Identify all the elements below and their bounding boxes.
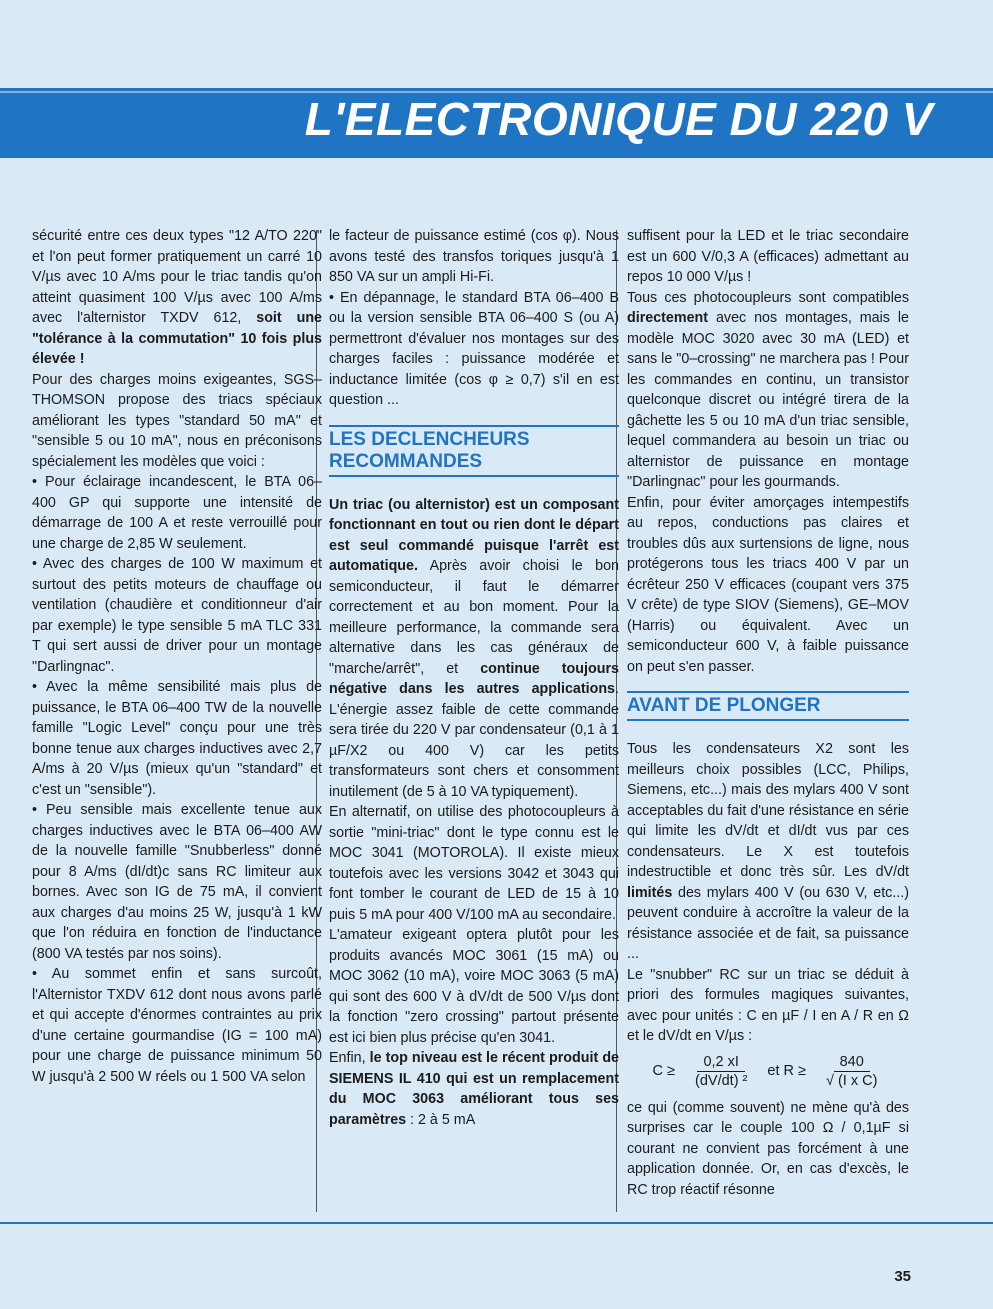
paragraph: L'amateur exigeant optera plutôt pour les produits avancés MOC 3061 (15 mA) ou MOC 3062 (10 mA), voire MOC 3063 (5 mA) qui sont des 600 V à dV/dt de 500 V/µs dont la fonction "zero crossing" partout présente est ici bien plus précise qu'en 3041. — [329, 927, 619, 1046]
page-title: L'ELECTRONIQUE DU 220 V — [304, 93, 933, 145]
paragraph: Un triac (ou alternistor) est un composant fonctionnant en tout ou rien dont le départ est seul commandé puisque l'arrêt est automatique. Après avoir choisi le bon semiconducteur, il faut le démarrer correctement et au bon moment. Pour la meilleure performance, la commande sera alternative dans les cas généraux de "marche/arrêt", et continue toujours négative dans les autres applications. L'énergie assez faible de cette commande sera tirée du 220 V par condensateur (0,1 à 1 µF/X2 ou 400 V) car les petits transformateurs sont chers et consomment inutilement (de 5 à 10 VA typiquement). — [329, 496, 619, 800]
formula-r-fraction — [820, 1053, 883, 1090]
formula-r-lhs: et R ≥ — [767, 1062, 806, 1079]
paragraph: Enfin, le top niveau est le récent produit de SIEMENS IL 410 qui est un remplacement du MOC 3063 améliorant tous ses paramètres : 2 à 5 mA — [329, 1050, 619, 1128]
title-band — [0, 88, 993, 158]
section-heading: LES DECLENCHEURS RECOMMANDES — [329, 425, 619, 477]
paragraph: • Au sommet enfin et sans surcoût, l'Alternistor TXDV 612 dont nous avons parlé et qui accepte d'énormes contraintes au prix d'une certaine gourmandise (IG = 100 mA) pour une charge de puissance minimum 50 W jusqu'à 2 500 W réels ou 1 500 VA selon — [32, 966, 322, 1085]
paragraph: Tous les condensateurs X2 sont les meilleurs choix possibles (LCC, Philips, Siemens, etc...) mais des mylars 400 V sont acceptables du fait d'une résistance en série qui limite les dV/dt et dI/dt vus par ces condensateurs. Le X est toutefois indestructible et donc très sûr. Les dV/dt limités des mylars 400 V (ou 630 V, etc...) peuvent conduire à accroître la valeur de la résistance associée et de fait, sa puissance ... — [627, 741, 909, 962]
paragraph: • Avec des charges de 100 W maximum et surtout des petits moteurs de chauffage ou ventilation (chaudière et conditionneur d'air par exemple) le type sensible 5 mA TLC 331 T qui sert aussi de driver pour un montage "Darlingnac". — [32, 556, 322, 675]
paragraph: suffisent pour la LED et le triac secondaire est un 600 V/0,3 A (efficaces) admettant au repos 10 000 V/µs ! — [627, 228, 909, 285]
formula-r-numerator: 840 — [834, 1053, 870, 1072]
paragraph: • En dépannage, le standard BTA 06–400 B ou la version sensible BTA 06–400 S (ou A) permettront d'évaluer nos montages sur des charges faciles : puissance modérée et inductance limitée (cos φ ≥ 0,7) s'il en est question ... — [329, 289, 619, 408]
paragraph: En alternatif, on utilise des photocoupleurs à sortie "mini-triac" dont le type connu est le MOC 3041 (MOTOROLA). Il existe mieux toutefois avec les versions 3042 et 3043 qui font tomber le courant de LED de 15 à 10 puis 5 mA pour 400 V/100 mA au secondaire. — [329, 804, 619, 923]
paragraph: le facteur de puissance estimé (cos φ). Nous avons testé des transfos toriques jusqu'à 1 850 VA sur un ampli Hi-Fi. — [329, 228, 619, 285]
formula-c-fraction — [689, 1053, 753, 1090]
text-column-1 — [32, 226, 322, 1216]
paragraph: sécurité entre ces deux types "12 A/TO 220" et l'on peut former pratiquement un carré 10 V/µs avec 10 A/ms pour le triac tandis qu'on atteint quasiment 100 V/µs avec 100 A/ms avec l'alternistor TXDV 612, soit une "tolérance à la commutation" 10 fois plus élevée ! — [32, 228, 322, 367]
text-column-2 — [329, 226, 619, 1216]
paragraph: • Pour éclairage incandescent, le BTA 06–400 GP qui supporte une intensité de démarrage de 100 A et reste verrouillé pour une charge de 2,85 W seulement. — [32, 474, 322, 552]
paragraph: ce qui (comme souvent) ne mène qu'à des surprises car le couple 100 Ω / 0,1µF si courant ne convient pas forcément à une application donnée. Or, en cas d'excès, le RC trop réactif résonne — [627, 1099, 909, 1198]
bottom-rule — [0, 1222, 993, 1224]
paragraph: Enfin, pour éviter amorçages intempestifs au repos, conductions pas claires et troubles dûs aux surtensions de ligne, nous protégerons tous les triacs 400 V par un écrêteur 250 V efficaces (coupant vers 375 V crête) de type SIOV (Siemens), GE–MOV (Harris) ou équivalent. Avec un semiconducteur 600 V, à faible puissance on peut s'en passer. — [627, 494, 909, 675]
formula-c-numerator: 0,2 xI — [697, 1053, 744, 1072]
paragraph: • Avec la même sensibilité mais plus de puissance, le BTA 06–400 TW de la nouvelle famille "Logic Level" conçu pour une très bonne tenue aux charges inductives avec 2,7 A/ms à 20 V/µs (mieux qu'un "standard" et c'est un "sensible"). — [32, 679, 322, 798]
section-heading: AVANT DE PLONGER — [627, 691, 909, 721]
formula-r-denominator: √ (I x C) — [825, 1072, 878, 1089]
paragraph: Pour des charges moins exigeantes, SGS–THOMSON propose des triacs spéciaux améliorant les types "standard 50 mA" et "sensible 5 ou 10 mA", nous en préconisons spécialement les modèles que voici : — [32, 371, 322, 470]
text-column-3 — [627, 226, 909, 1216]
formula-c-denominator: (dV/dt) ² — [695, 1072, 748, 1089]
paragraph: Le "snubber" RC sur un triac se déduit à priori des formules magiques suivantes, avec pour unités : C en µF / I en A / R en Ω et le dV/dt en V/µs : — [627, 966, 909, 1044]
paragraph: • Peu sensible mais excellente tenue aux charges inductives avec le BTA 06–400 AW de la nouvelle famille "Snubberless" donné pour 8 A/ms (dI/dt)c sans RC limiteur aux bornes. Avec son IG de 75 mA, il convient aux charges d'au moins 25 W, jusqu'à 1 kW que l'on réduira en fonction de l'inductance (800 VA testés par nos soins). — [32, 802, 322, 962]
paragraph: Tous ces photocoupleurs sont compatibles directement avec nos montages, mais le modèle MOC 3020 avec 30 mA (LED) et sans le "0–crossing" ne marchera pas ! Pour les commandes en continu, un transistor quelconque discret ou intégré tirera de la gâchette les 5 ou 10 mA d'un triac sensible, lequel commandera au besoin un triac ou alternistor de puissance en montage "Darlingnac" pour les gourmands. — [627, 289, 909, 490]
formula-c-lhs: C ≥ — [652, 1062, 676, 1079]
page-number: 35 — [894, 1268, 911, 1285]
snubber-formula — [627, 1053, 909, 1090]
